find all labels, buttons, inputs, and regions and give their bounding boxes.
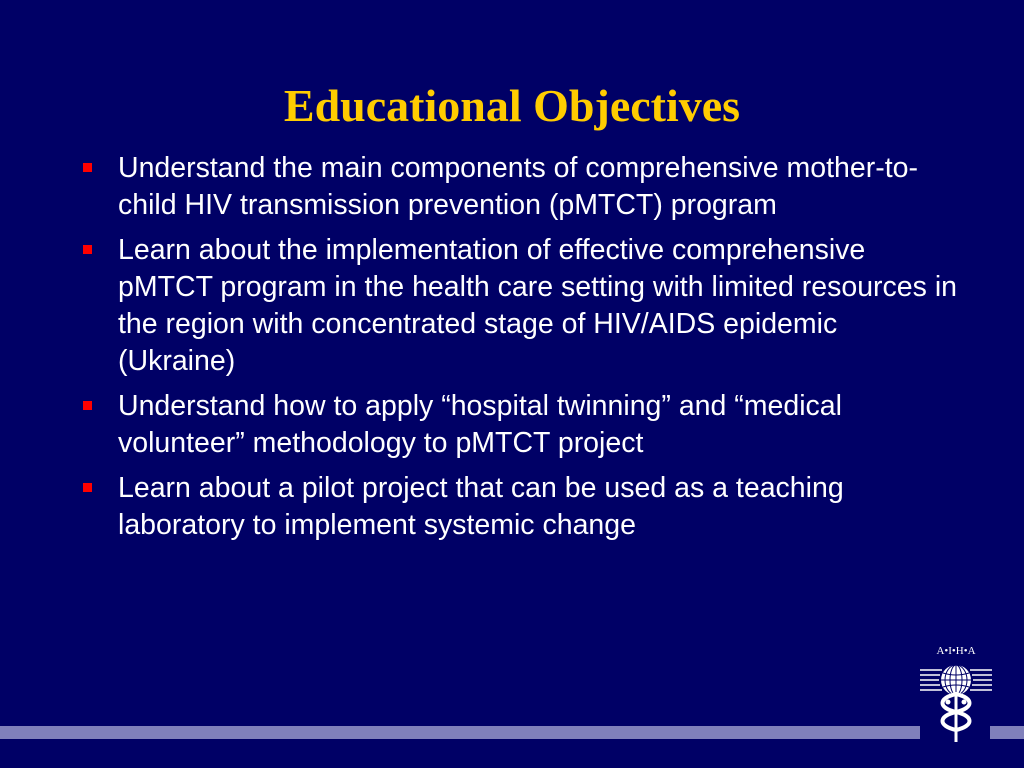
slide-title: Educational Objectives (283, 80, 741, 131)
bullet-list (80, 150, 960, 552)
aiha-logo (918, 644, 994, 744)
logo-text: A•I•H•A (936, 645, 976, 657)
bullet-item (80, 470, 960, 544)
bullet-item (80, 232, 960, 380)
square-bullet-icon (83, 163, 92, 172)
bullet-text: Learn about a pilot project that can be used as a teaching laboratory to implement systemic change (118, 472, 844, 541)
globe-caduceus-icon (918, 658, 994, 744)
bullet-text: Learn about the implementation of effective comprehensive pMTCT program in the health care setting with limited resources in the region with concentrated stage of HIV/AIDS epidemic (Ukraine) (118, 234, 957, 377)
square-bullet-icon (83, 401, 92, 410)
bullet-item (80, 388, 960, 462)
square-bullet-icon (83, 483, 92, 492)
bottom-bar (0, 726, 1024, 739)
bullet-text: Understand the main components of comprehensive mother-to-child HIV transmission prevention (pMTCT) program (118, 152, 918, 221)
bullet-item (80, 150, 960, 224)
bullet-text: Understand how to apply “hospital twinning” and “medical volunteer” methodology to pMTCT project (118, 390, 842, 459)
square-bullet-icon (83, 245, 92, 254)
